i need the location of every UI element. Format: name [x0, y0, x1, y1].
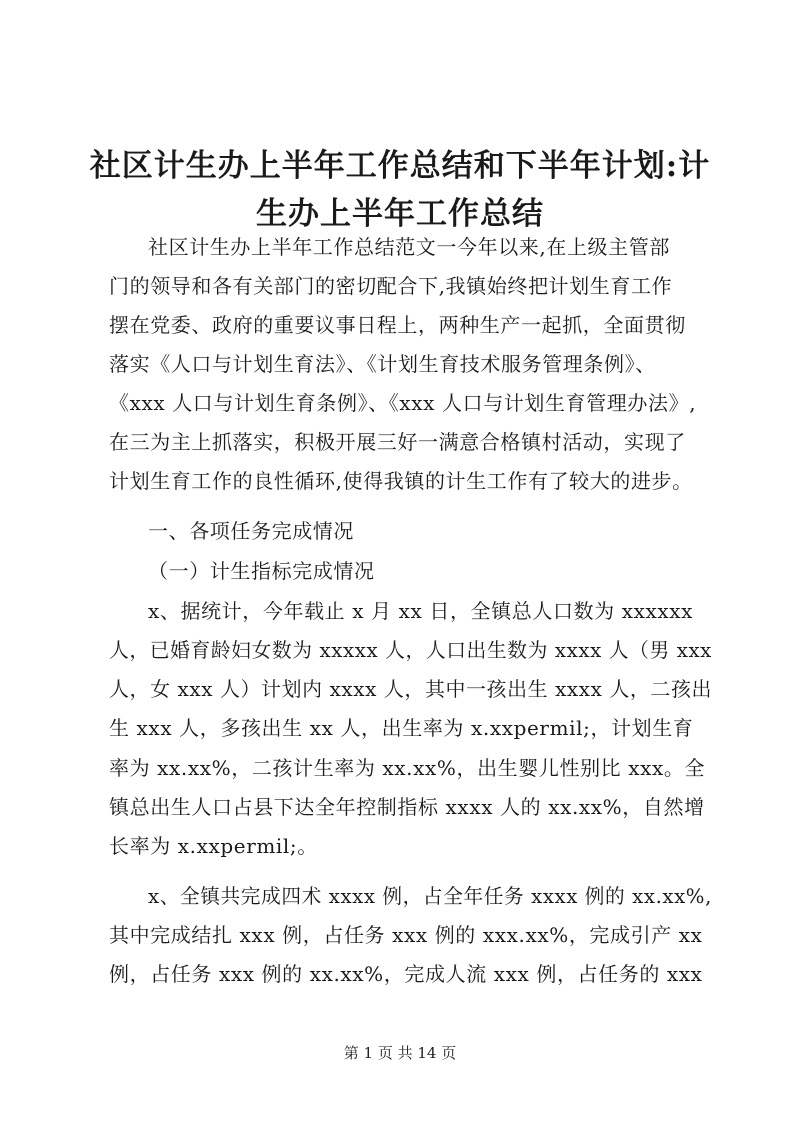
body-line-3: 摆在党委、政府的重要议事日程上，两种生产一起抓，全面贯彻 — [109, 313, 686, 337]
body-line-1: 社区计生办上半年工作总结范文一今年以来,在上级主管部 — [148, 235, 670, 259]
body-line-5: 《xxx 人口与计划生育条例》、《xxx 人口与计划生育管理办法》, — [109, 391, 697, 415]
body-line-16: 其中完成结扎 xxx 例，占任务 xxx 例的 xxx.xx%，完成引产 xx — [109, 923, 703, 947]
body-line-17: 例，占任务 xxx 例的 xx.xx%，完成人流 xxx 例，占任务的 xxx — [109, 962, 703, 986]
body-line-10: 人，女 xxx 人）计划内 xxxx 人，其中一孩出生 xxxx 人，二孩出 — [109, 677, 713, 701]
body-line-4: 落实《人口与计划生育法》、《计划生育技术服务管理条例》、 — [109, 352, 656, 376]
body-line-12: 率为 xx.xx%，二孩计生率为 xx.xx%，出生婴儿性别比 xxx。全 — [109, 756, 706, 780]
section-heading-1: 一、各项任务完成情况 — [148, 519, 354, 543]
subsection-heading-1: （一）计生指标完成情况 — [148, 559, 375, 583]
body-line-8: x、据统计，今年载止 x 月 xx 日，全镇总人口数为 xxxxxx — [148, 599, 693, 623]
body-line-13: 镇总出生人口占县下达全年控制指标 xxxx 人的 xx.xx%，自然增 — [109, 795, 705, 819]
title-line-2: 生办上半年工作总结 — [256, 196, 544, 232]
body-line-11: 生 xxx 人，多孩出生 xx 人，出生率为 x.xxpermil;，计划生育 — [109, 716, 694, 740]
page-footer: 第 1 页 共 14 页 — [343, 1044, 457, 1062]
body-line-15: x、全镇共完成四术 xxxx 例，占全年任务 xxxx 例的 xx.xx%, — [148, 884, 712, 908]
body-line-7: 计划生育工作的良性循环,使得我镇的计生工作有了较大的进步。 — [109, 469, 693, 493]
body-line-9: 人，已婚育龄妇女数为 xxxxx 人，人口出生数为 xxxx 人（男 xxx — [109, 638, 712, 662]
body-line-2: 门的领导和各有关部门的密切配合下,我镇始终把计划生育工作 — [109, 274, 673, 298]
document-title — [80, 142, 720, 238]
title-line-1: 社区计生办上半年工作总结和下半年计划:计 — [89, 148, 711, 184]
body-line-6: 在三为主上抓落实，积极开展三好一满意合格镇村活动，实现了 — [109, 430, 686, 454]
body-line-14: 长率为 x.xxpermil;。 — [109, 834, 318, 858]
